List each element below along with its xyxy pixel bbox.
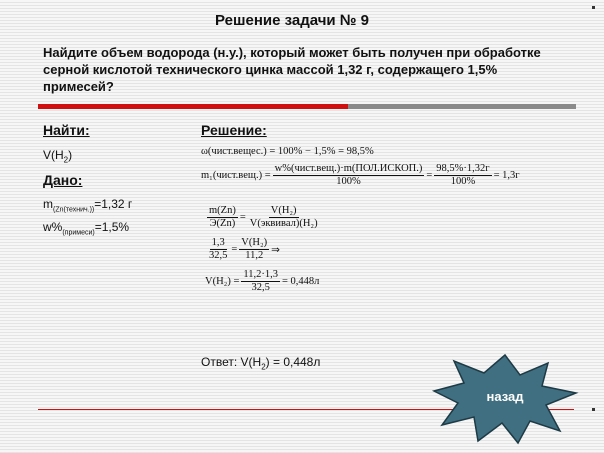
divider-grey <box>348 104 576 109</box>
equation-mass: m₁(чист.вещ.) = $\frac{\text{w\%(чист.вещ.)·m(ПОЛ.ИСКОП.)}}{100\%}$ = $\frac{98,5\%\cdot 1,32г}{100\%}$ = 1,3г <box>201 163 520 187</box>
back-button[interactable] <box>430 353 580 445</box>
back-button-label: назад <box>486 389 524 404</box>
given-mass: $m_{(Zn(технич.))}=1,32$ г <box>43 197 133 214</box>
answer-text: Ответ: $V(H_2) = 0,448л$ <box>201 355 321 372</box>
divider-red <box>38 104 348 109</box>
equation-volume: V(H₂) = $\frac{11,2\cdot 1,3}{32,5}$ = 0,448л <box>205 269 320 293</box>
solution-header: Решение: <box>201 122 267 138</box>
find-item: $V(H_2)$ <box>43 148 73 165</box>
given-impurity: $w\%_{(примеси)}=1,5\%$ <box>43 220 130 237</box>
equation-proportion: $\frac{1,3}{32,5}$ = $\frac{\text{V(H₂)}}{11,2}$ ⇒ <box>209 237 280 261</box>
equation-purity: ω(чист.вещес.) = 100% − 1,5% = 98,5% <box>201 146 374 157</box>
equation-equivalents: $\frac{m(Zn)}{Э(Zn)}$ = $\frac{\text{V(H₂)}}{\text{V(эквивал)(H₂)}}$ <box>209 205 318 229</box>
problem-statement: Найдите объем водорода (н.у.), который может быть получен при обработке серной кислотой технического цинка массой 1,32 г, содержащего 1,5% примесей? <box>43 45 541 94</box>
given-header: Дано: <box>43 172 83 188</box>
corner-dot <box>592 6 595 9</box>
find-header: Найти: <box>43 122 90 138</box>
page-title: Решение задачи № 9 <box>215 12 370 29</box>
corner-dot <box>592 408 595 411</box>
